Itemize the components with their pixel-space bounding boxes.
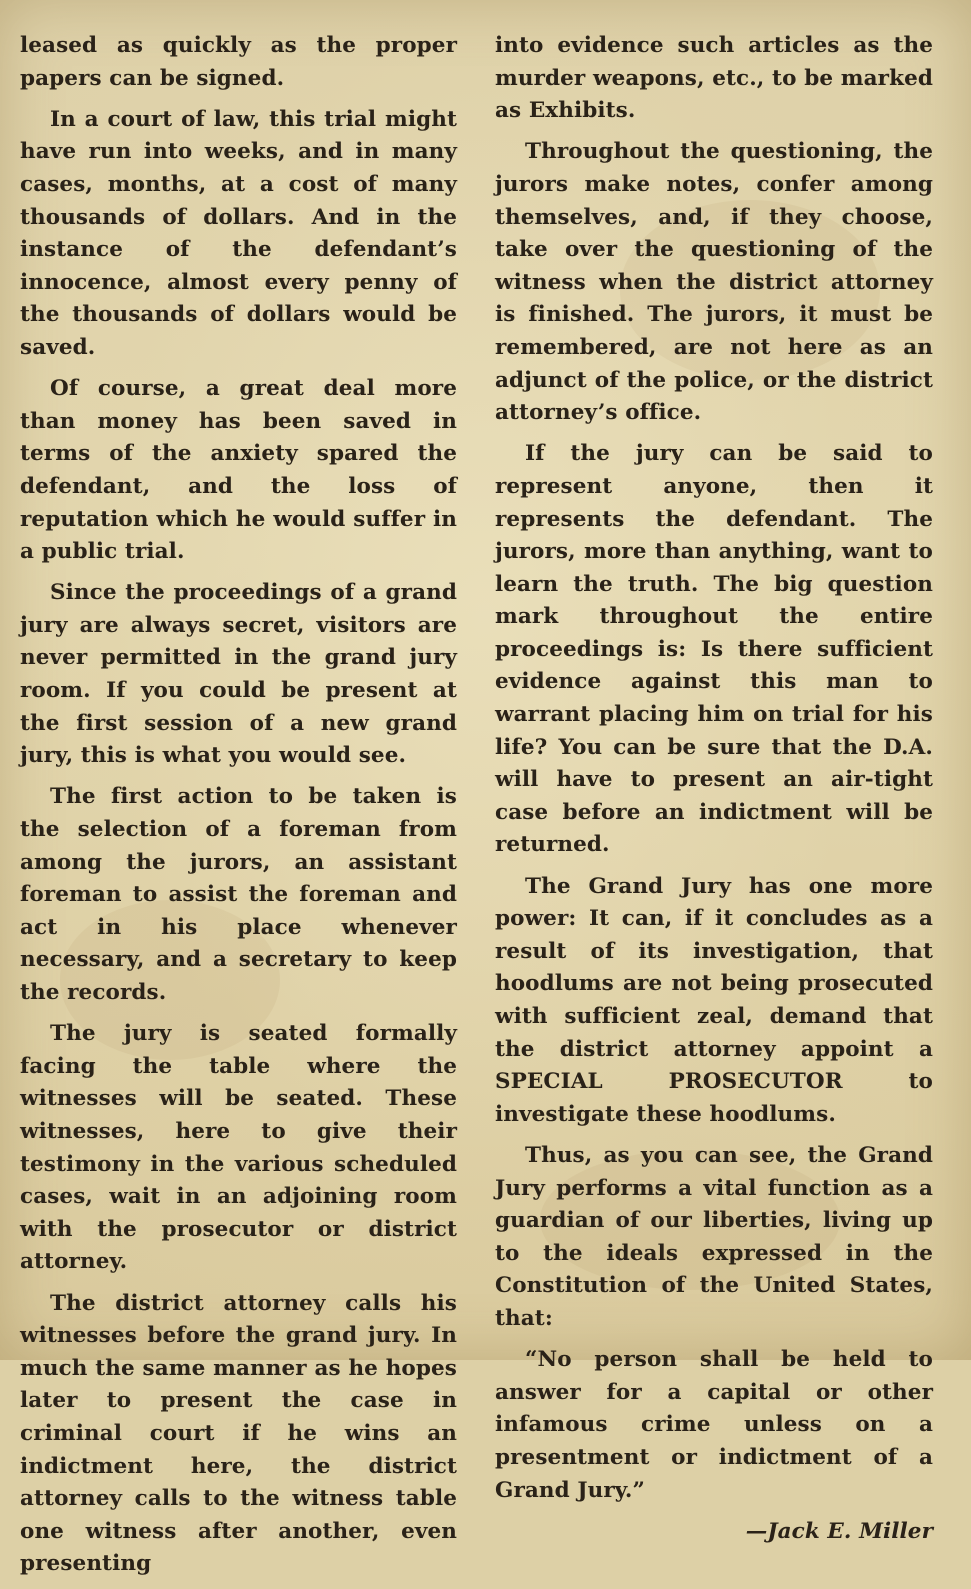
paragraph: into evidence such articles as the murder weapons, etc., to be marked as Exhibits.	[495, 33, 933, 124]
author-signature: —Jack E. Miller	[745, 1518, 933, 1544]
left-column	[20, 30, 457, 1589]
paragraph: The Grand Jury has one more power: It can, if it concludes as a result of its investigation, that hoodlums are not being prosecuted with sufficient zeal, demand that the district attorney appoint a SPECIAL PROSECUTOR to investigate these hoodlums.	[495, 873, 933, 1127]
quotation: “No person shall be held to answer for a capital or other infamous crime unless on a presentment or indictment of a Grand Jury.”	[495, 1347, 933, 1503]
paragraph: Throughout the questioning, the jurors make notes, confer among themselves, and, if they choose, take over the questioning of the witness when the district attorney is finished. The jurors, it must be remembered, are not here as an adjunct of the police, or the district attorney’s office.	[495, 139, 933, 426]
paragraph: If the jury can be said to represent anyone, then it represents the defendant. The jurors, more than anything, want to learn the truth. The big question mark throughout the entire proceedings is: Is there sufficient evidence against this man to warrant placing him on trial for his life? You can be sure that the D.A. will have to present an air-tight case before an indictment will be returned.	[495, 441, 933, 858]
paragraph: In a court of law, this trial might have run into weeks, and in many cases, months, at a cost of many thousands of dollars. And in the instance of the defendant’s innocence, almost every penny of the thousands of dollars would be saved.	[20, 106, 457, 360]
paragraph: The first action to be taken is the selection of a foreman from among the jurors, an assistant foreman to assist the foreman and act in his place whenever necessary, and a secretary to keep the records.	[20, 784, 457, 1005]
paragraph: The jury is seated formally facing the table where the witnesses will be seated. These witnesses, here to give their testimony in the various scheduled cases, wait in an adjoining room with the prosecutor or district attorney.	[20, 1021, 457, 1275]
paragraph: Thus, as you can see, the Grand Jury performs a vital function as a guardian of our liberties, living up to the ideals expressed in the Constitution of the United States, that:	[495, 1142, 933, 1331]
right-column	[495, 30, 933, 1570]
paragraph: Of course, a great deal more than money has been saved in terms of the anxiety spared the defendant, and the loss of reputation which he would suffer in a public trial.	[20, 376, 457, 565]
paragraph: The district attorney calls his witnesses before the grand jury. In much the same manner as he hopes later to present the case in criminal court if he wins an indictment here, the district attorney calls to the witness table one witness after another, even presenting	[20, 1290, 457, 1577]
paragraph: leased as quickly as the proper papers can be signed.	[20, 33, 457, 91]
paragraph: Since the proceedings of a grand jury are always secret, visitors are never permitted in the grand jury room. If you could be present at the first session of a new grand jury, this is what you would see.	[20, 580, 457, 769]
